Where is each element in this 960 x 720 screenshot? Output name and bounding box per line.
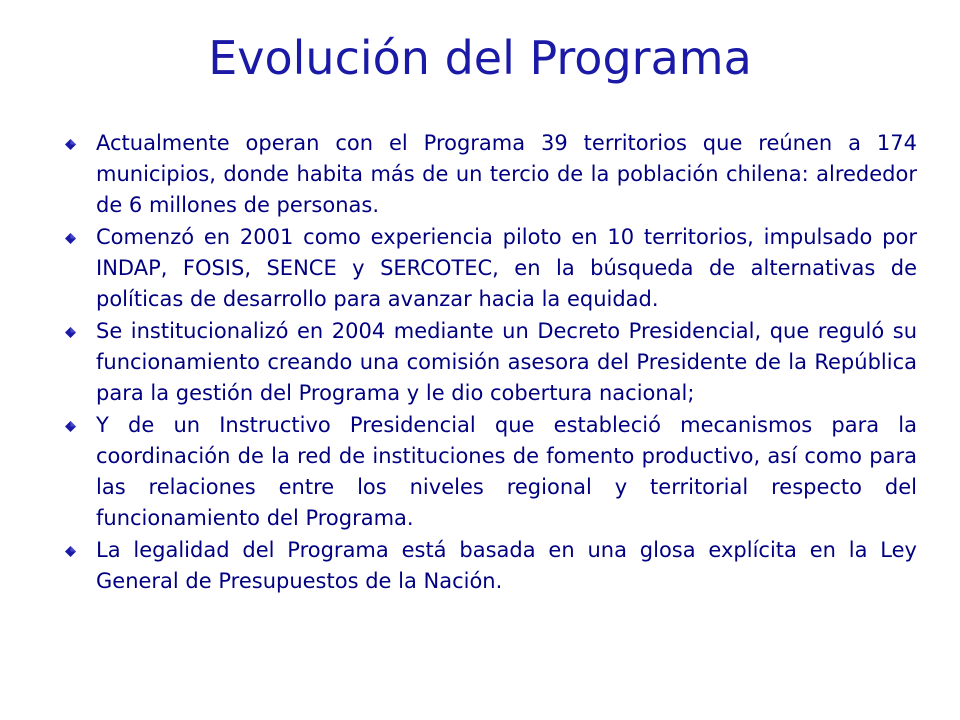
diamond-bullet-icon: [65, 327, 76, 338]
bullet-item: [64, 535, 917, 597]
bullet-text: La legalidad del Programa está basada en una glosa explícita en la Ley General de Presupuestos de la Nación.: [96, 538, 917, 593]
bullet-text: Y de un Instructivo Presidencial que estableció mecanismos para la coordinación de la red de instituciones de fomento productivo, así como para las relaciones entre los niveles regional y territorial respecto del funcionamiento del Programa.: [96, 413, 917, 530]
diamond-bullet-icon: [65, 546, 76, 557]
bullet-item: [64, 410, 917, 534]
bullet-item: [64, 128, 917, 221]
bullet-list: [64, 128, 917, 598]
bullet-item: [64, 222, 917, 315]
diamond-bullet-icon: [65, 139, 76, 150]
bullet-text: Se institucionalizó en 2004 mediante un Decreto Presidencial, que reguló su funcionamiento creando una comisión asesora del Presidente de la República para la gestión del Programa y le dio cobertura nacional;: [96, 319, 917, 405]
bullet-text: Actualmente operan con el Programa 39 territorios que reúnen a 174 municipios, donde habita más de un tercio de la población chilena: alrededor de 6 millones de personas.: [96, 131, 917, 217]
bullet-item: [64, 316, 917, 409]
diamond-bullet-icon: [65, 421, 76, 432]
diamond-bullet-icon: [65, 233, 76, 244]
slide-title: Evolución del Programa: [208, 31, 752, 85]
bullet-text: Comenzó en 2001 como experiencia piloto en 10 territorios, impulsado por INDAP, FOSIS, SENCE y SERCOTEC, en la búsqueda de alternativas de políticas de desarrollo para avanzar hacia la equidad.: [96, 225, 917, 311]
